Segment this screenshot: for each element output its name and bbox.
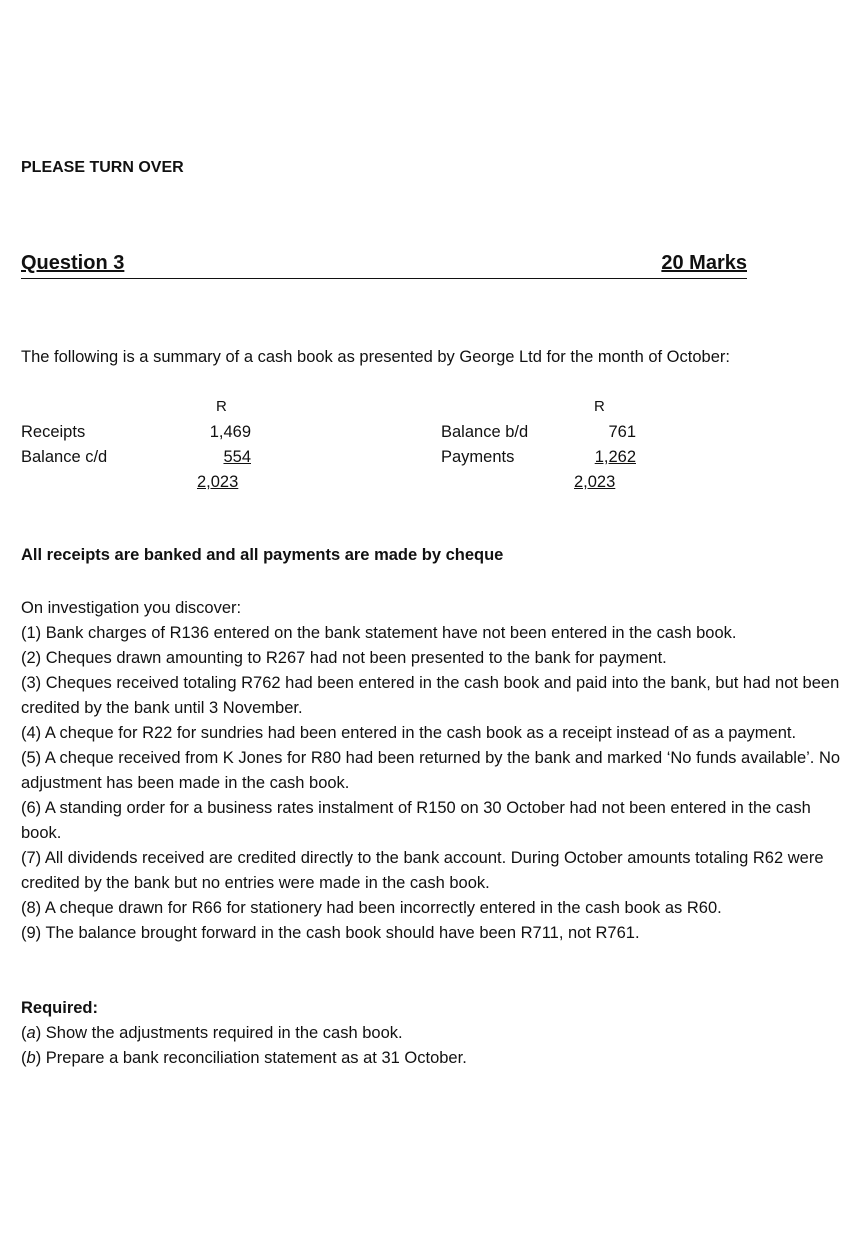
right-total: 2,023 [574, 473, 616, 491]
left-total: 2,023 [197, 473, 239, 491]
right-row-value: 1,262 [594, 448, 636, 466]
required-item: (a) Show the adjustments required in the cash book. [21, 1024, 403, 1042]
required-heading: Required: [21, 999, 99, 1017]
finding-item: (2) Cheques drawn amounting to R267 had not been presented to the bank for payment. [21, 649, 667, 667]
required-item: (b) Prepare a bank reconciliation statement as at 31 October. [21, 1049, 467, 1067]
finding-item: (3) Cheques received totaling R762 had been entered in the cash book and paid into the bank, but had not been credited by the bank until 3 November. [21, 674, 840, 717]
right-row-label: Payments [441, 448, 515, 466]
required-item-letter: a [26, 1024, 36, 1042]
right-currency: R [594, 398, 605, 415]
left-currency: R [216, 398, 227, 415]
intro-text: The following is a summary of a cash book as presented by George Ltd for the month of October: [21, 348, 730, 366]
finding-item: (7) All dividends received are credited directly to the bank account. During October amounts totaling R62 were credited by the bank but no entries were made in the cash book. [21, 849, 824, 892]
question-marks: 20 Marks [661, 252, 747, 274]
findings-heading: On investigation you discover: [21, 599, 242, 617]
required-item-text: Prepare a bank reconciliation statement as at 31 October. [45, 1049, 467, 1067]
banking-statement: All receipts are banked and all payments are made by cheque [21, 546, 504, 564]
finding-item: (6) A standing order for a business rates instalment of R150 on 30 October had not been entered in the cash book. [21, 799, 811, 842]
left-row-label: Balance c/d [21, 448, 108, 466]
left-row-value: 1,469 [209, 423, 251, 441]
right-row-value: 761 [608, 423, 636, 441]
right-row-label: Balance b/d [441, 423, 529, 441]
finding-item: (5) A cheque received from K Jones for R80 had been returned by the bank and marked ‘No funds available’. No adjustment has been made in the cash book. [21, 749, 841, 792]
required-section [21, 996, 841, 1071]
left-row-value: 554 [223, 448, 251, 466]
required-item-letter: b [26, 1049, 36, 1067]
finding-item: (1) Bank charges of R136 entered on the bank statement have not been entered in the cash book. [21, 624, 737, 642]
turn-over-note: PLEASE TURN OVER [21, 159, 184, 176]
finding-item: (4) A cheque for R22 for sundries had been entered in the cash book as a receipt instead of as a payment. [21, 724, 797, 742]
question-title: Question 3 [21, 252, 125, 274]
finding-item: (9) The balance brought forward in the cash book should have been R711, not R761. [21, 924, 640, 942]
question-heading [21, 252, 747, 279]
required-item-text: Show the adjustments required in the cash book. [45, 1024, 403, 1042]
finding-item: (8) A cheque drawn for R66 for stationery had been incorrectly entered in the cash book as R60. [21, 899, 722, 917]
left-row-label: Receipts [21, 423, 86, 441]
investigation-findings [21, 596, 851, 946]
